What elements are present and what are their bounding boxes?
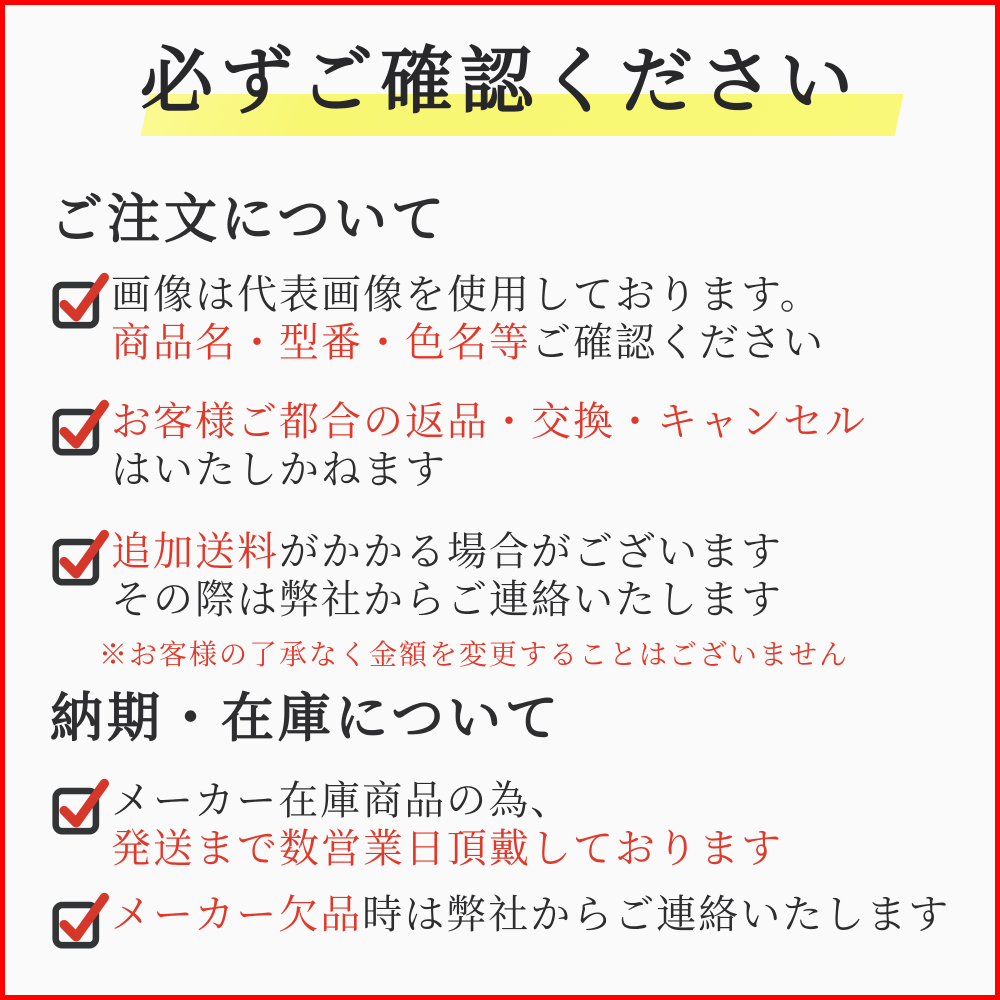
item-text-black: ご確認ください (531, 320, 825, 365)
item-text-black: 画像は代表画像を使用しております。 (111, 272, 822, 317)
item-text-black: はいたしかねます (111, 447, 447, 492)
item-text-red: 追加送料 (111, 529, 279, 574)
item-text-black: 時は弊社からご連絡いたします (362, 892, 951, 937)
item-text-black: その際は弊社からご連絡いたします (111, 577, 783, 622)
note-text: ※お客様の了承なく金額を変更することはございません (99, 640, 850, 671)
item-text (111, 271, 825, 367)
item-text-red: メーカー欠品 (111, 892, 363, 937)
list-item-extra-shipping (51, 528, 783, 624)
list-item-no-returns (51, 398, 867, 494)
list-item-maker-shortage (51, 891, 950, 950)
item-text-black: がかかる場合がございます (279, 529, 783, 574)
item-text (111, 528, 783, 624)
list-item-representative-image (51, 271, 825, 367)
page-title: 必ずご確認ください (140, 41, 860, 122)
item-text (111, 891, 950, 939)
item-text-black: メーカー在庫商品の為、 (111, 778, 573, 823)
item-text-red: 発送まで数営業日頂戴しております (111, 826, 783, 871)
list-item-maker-stock (51, 777, 783, 873)
item-text (111, 398, 867, 494)
checkbox-checked-icon (51, 395, 109, 457)
checkbox-checked-icon (51, 525, 109, 587)
section-heading-order: ご注文について (50, 191, 448, 249)
checkbox-checked-icon (51, 888, 109, 950)
section-heading-stock: 納期・在庫について (50, 690, 562, 748)
checkbox-checked-icon (51, 268, 109, 330)
item-text-red: お客様ご都合の返品・交換・キャンセル (111, 399, 867, 444)
item-text (111, 777, 783, 873)
checkbox-checked-icon (51, 774, 109, 836)
item-text-red: 商品名・型番・色名等 (111, 320, 531, 365)
